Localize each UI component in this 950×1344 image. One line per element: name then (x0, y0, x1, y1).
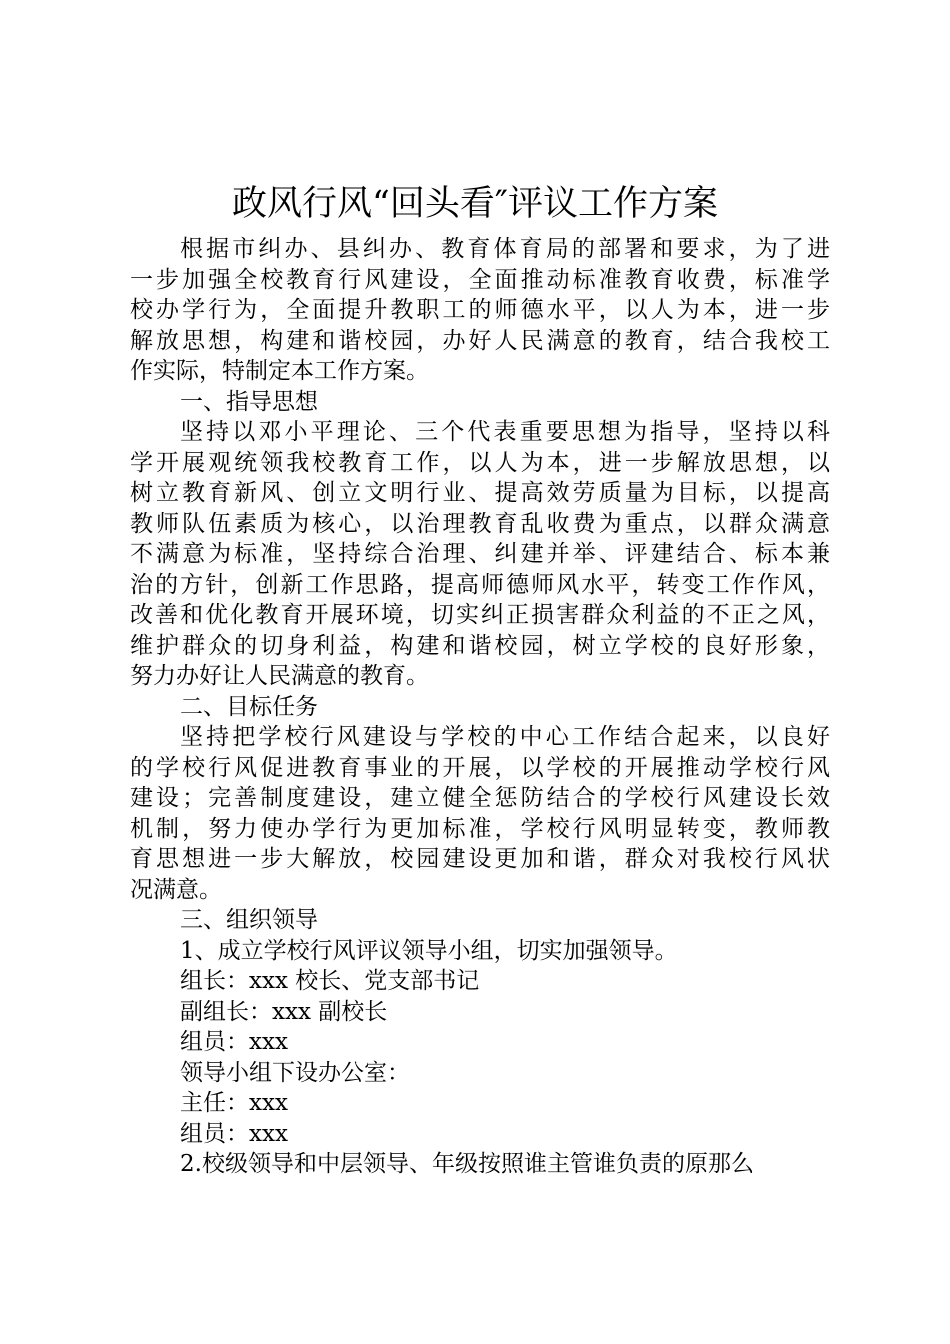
list-item: 组员：xxx (180, 1029, 288, 1055)
list-item: 1、成立学校行风评议领导小组，切实加强领导。 (180, 937, 678, 964)
paragraph-line: 不满意为标准，坚持综合治理、纠建并举、评建结合、标本兼 (130, 541, 830, 567)
paragraph-line: 坚持以邓小平理论、三个代表重要思想为指导，坚持以科 (180, 419, 830, 445)
list-item: 领导小组下设办公室： (180, 1059, 410, 1086)
paragraph-line: 教师队伍素质为核心，以治理教育乱收费为重点，以群众满意 (130, 510, 830, 537)
paragraph-line: 建设；完善制度建设，建立健全惩防结合的学校行风建设长效 (130, 785, 830, 811)
list-item: 主任：xxx (180, 1090, 288, 1116)
paragraph-line: 改善和优化教育开展环境，切实纠正损害群众利益的不正之风， (130, 602, 830, 628)
paragraph-line: 机制，努力使办学行为更加标准，学校行风明显转变，教师教 (130, 815, 830, 842)
paragraph-line: 作实际，特制定本工作方案。 (130, 358, 429, 384)
paragraph-line: 努力办好让人民满意的教育。 (130, 663, 429, 689)
list-item: 副组长：xxx 副校长 (180, 998, 388, 1025)
section-heading: 三、组织领导 (180, 907, 318, 933)
paragraph-line: 根据市纠办、县纠办、教育体育局的部署和要求，为了进 (180, 236, 830, 262)
document-title: 政风行风“回头看″评议工作方案 (232, 184, 718, 224)
paragraph-line: 校办学行为，全面提升教职工的师德水平，以人为本，进一步 (130, 297, 830, 323)
paragraph-line: 况满意。 (130, 876, 222, 903)
document-body (130, 234, 830, 1180)
paragraph-line: 树立教育新风、创立文明行业、提高效劳质量为目标，以提高 (130, 480, 830, 506)
list-item: 2.校级领导和中层领导、年级按照谁主管谁负责的原那么 (180, 1151, 754, 1177)
paragraph-line: 学开展观统领我校教育工作，以人为本，进一步解放思想，以 (130, 449, 830, 476)
list-item: 组长：xxx 校长、党支部书记 (180, 968, 480, 994)
list-item: 组员：xxx (180, 1120, 288, 1147)
paragraph-line: 的学校行风促进教育事业的开展，以学校的开展推动学校行风 (130, 754, 830, 781)
paragraph-line: 坚持把学校行风建设与学校的中心工作结合起来，以良好 (180, 724, 830, 750)
paragraph-line: 治的方针，创新工作思路，提高师德师风水平，转变工作作风， (130, 571, 830, 598)
section-heading: 一、指导思想 (180, 388, 318, 415)
paragraph-line: 育思想进一步大解放，校园建设更加和谐，群众对我校行风状 (130, 846, 830, 872)
paragraph-line: 解放思想，构建和谐校园，办好人民满意的教育，结合我校工 (130, 327, 830, 354)
paragraph-line: 维护群众的切身利益，构建和谐校园，树立学校的良好形象， (130, 632, 830, 659)
paragraph-line: 一步加强全校教育行风建设，全面推动标准教育收费，标准学 (130, 266, 830, 293)
section-heading: 二、目标任务 (180, 693, 318, 720)
